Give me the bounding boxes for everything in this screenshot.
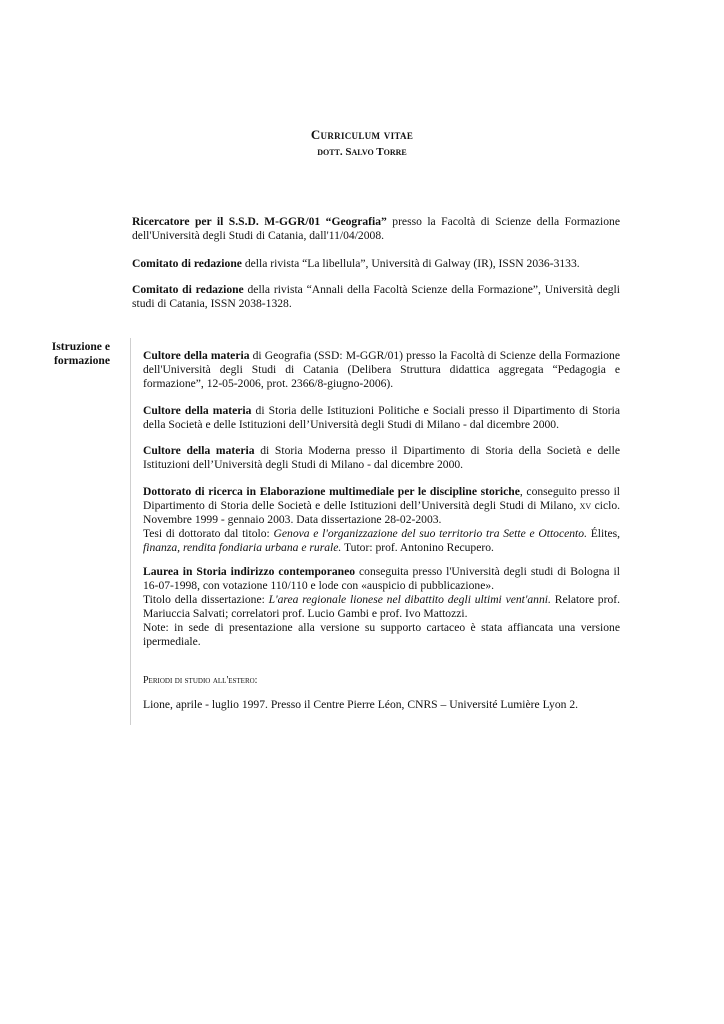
intro-paragraph-2 — [132, 257, 620, 271]
dottorato-text-2: ciclo. Novembre 1999 - gennaio 2003. Data dissertazione 28-02-2003. — [143, 499, 621, 526]
intro-text: presso la Facoltà di Scienze della Formazione dell'Università degli Studi di Catania, dall'11/04/2008. — [132, 215, 620, 242]
dottorato-ciclo: xv — [579, 499, 592, 512]
intro-bold: Comitato di redazione — [132, 257, 242, 270]
intro-paragraph-1 — [132, 215, 620, 243]
entry-dottorato — [143, 485, 620, 555]
periodi-heading: Periodi di studio all'estero: — [143, 675, 258, 686]
tesi-title: Genova e l'organizzazione del suo territorio tra Sette e Ottocento. — [273, 527, 587, 540]
document-subtitle: dott. Salvo Torre — [317, 146, 407, 158]
laurea-title: Laurea in Storia indirizzo contemporaneo — [143, 565, 356, 578]
periodi-text: Lione, aprile - luglio 1997. Presso il Centre Pierre Léon, CNRS – Université Lumière Lyon 2. — [143, 698, 579, 711]
tesi-prefix: Tesi di dottorato dal titolo: — [143, 527, 274, 540]
entry-bold: Cultore della materia — [143, 404, 252, 417]
intro-paragraph-3 — [132, 283, 620, 311]
intro-bold: Ricercatore per il S.S.D. M-GGR/01 “Geografia” — [132, 215, 387, 228]
entry-bold: Cultore della materia — [143, 444, 255, 457]
laurea-relatore: Relatore prof. Mariuccia Salvati; correlatori prof. Lucio Gambi e prof. Ivo Mattozzi. — [143, 593, 621, 620]
entry-cultore-istituzioni — [143, 404, 620, 432]
entry-bold: Cultore della materia — [143, 349, 250, 362]
laurea-titolo-prefix: Titolo della dissertazione: — [143, 593, 269, 606]
entry-cultore-geografia — [143, 349, 620, 391]
laurea-text: conseguita presso l'Università degli studi di Bologna il 16-07-1998, con votazione 110/110 e lode con «auspicio di pubblicazione». — [143, 565, 620, 592]
entry-text: di Geografia (SSD: M-GGR/01) presso la Facoltà di Scienze della Formazione dell'Università degli Studi di Catania (Delibera Struttura didattica aggregata “Pedagogia e formazione”, 12-05-2006, prot. 2366/8-giugno-2006). — [143, 349, 620, 390]
laurea-note: Note: in sede di presentazione alla versione su supporto cartaceo è stata affiancata una versione ipermediale. — [143, 621, 620, 648]
intro-text: della rivista “Annali della Facoltà Scienze della Formazione”, Università degli studi di Catania, ISSN 2038-1328. — [132, 283, 621, 310]
tesi-tutor: Tutor: prof. Antonino Recupero. — [341, 541, 494, 554]
document-title: Curriculum vitae — [310, 127, 414, 142]
section-divider — [130, 338, 131, 725]
dottorato-title: Dottorato di ricerca in Elaborazione multimediale per le discipline storiche — [143, 485, 520, 498]
dottorato-text: , conseguito presso il Dipartimento di Storia delle Società e delle Istituzioni dell’Università degli Studi di Milano, — [143, 485, 621, 512]
periodi-entry — [143, 698, 620, 712]
entry-text: di Storia delle Istituzioni Politiche e Sociali presso il Dipartimento di Storia della Società e delle Istituzioni dell’Università degli Studi di Milano - dal dicembre 2000. — [143, 404, 620, 431]
tesi-title-2: finanza, rendita fondiaria urbana e rurale. — [143, 541, 342, 554]
intro-bold: Comitato di redazione — [132, 283, 244, 296]
section-label: Istruzione e formazione — [51, 340, 110, 367]
periodi-heading-block — [143, 674, 620, 688]
intro-text: della rivista “La libellula”, Università di Galway (IR), ISSN 2036-3133. — [241, 257, 580, 270]
entry-laurea — [143, 565, 620, 649]
entry-text: di Storia Moderna presso il Dipartimento di Storia della Società e delle Istituzioni dell’Università degli Studi di Milano - dal dicembre 2000. — [143, 444, 620, 471]
laurea-titolo: L'area regionale lionese nel dibattito degli ultimi vent'anni. — [268, 593, 551, 606]
tesi-mid: Élites, — [586, 527, 620, 540]
entry-cultore-storia-moderna — [143, 444, 620, 472]
